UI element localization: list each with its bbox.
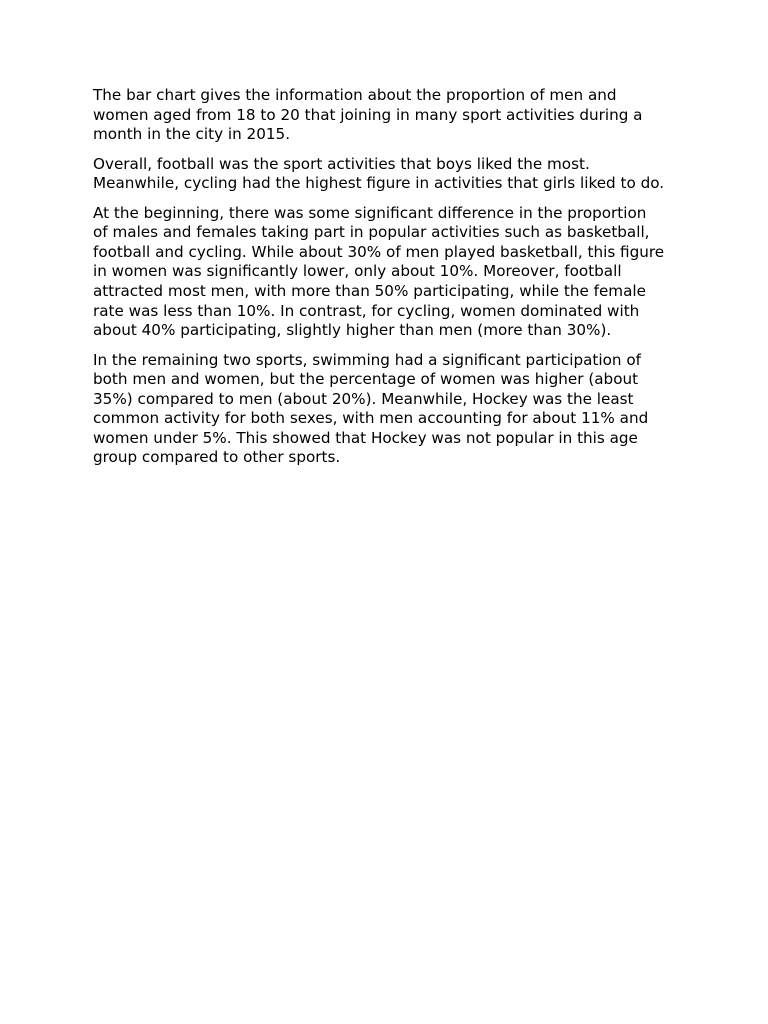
paragraph-overview: Overall, football was the sport activities that boys liked the most. Meanwhile, cycling had the highest figure in activities that girls liked to do. <box>93 154 665 193</box>
paragraph-body-2: In the remaining two sports, swimming had a significant participation of both men and women, but the percentage of women was higher (about 35%) compared to men (about 20%). Meanwhile, Hockey was the least common activity for both sexes, with men accounting for about 11% and women under 5%. This showed that Hockey was not popular in this age group compared to other sports. <box>93 350 649 467</box>
document-body <box>93 86 678 478</box>
paragraph-body-1: At the beginning, there was some significant difference in the proportion of males and females taking part in popular activities such as basketball, football and cycling. While about 30% of men played basketball, this figure in women was significantly lower, only about 10%. Moreover, football attracted most men, with more than 50% participating, while the female rate was less than 10%. In contrast, for cycling, women dominated with about 40% participating, slightly higher than men (more than 30%). <box>93 203 665 340</box>
paragraph-introduction: The bar chart gives the information about the proportion of men and women aged from 18 to 20 that joining in many sport activities during a month in the city in 2015. <box>93 86 643 144</box>
